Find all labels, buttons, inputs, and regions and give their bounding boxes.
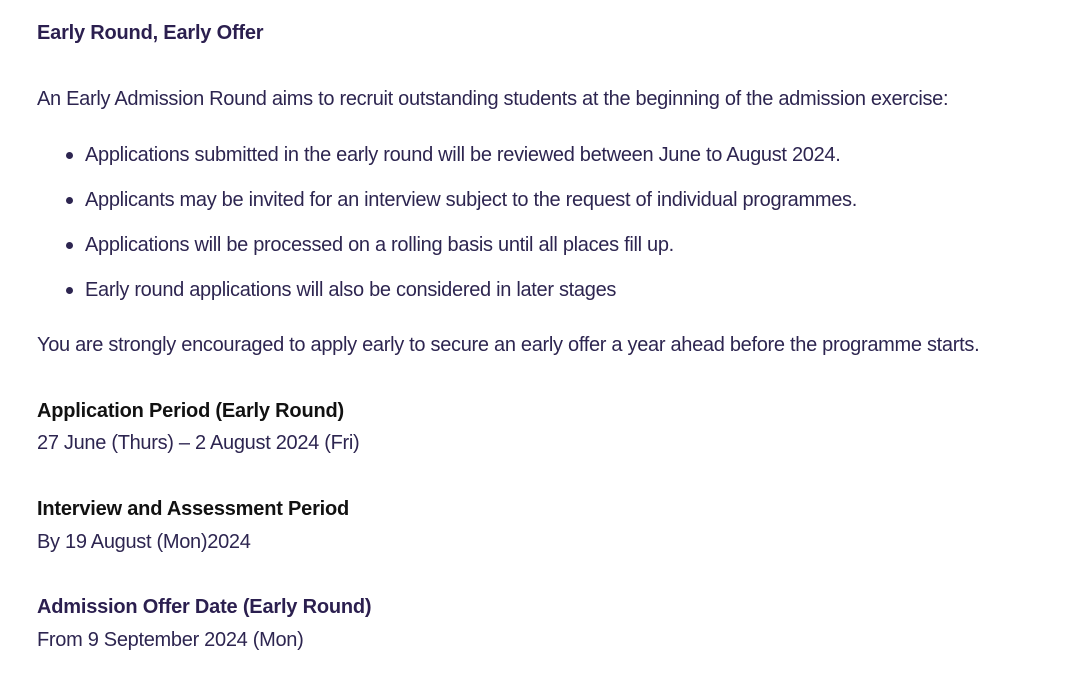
application-period-value: 27 June (Thurs) – 2 August 2024 (Fri) [37,432,360,454]
list-item [37,142,857,187]
interview-period-value: By 19 August (Mon)2024 [37,531,251,553]
offer-date-value: From 9 September 2024 (Mon) [37,629,304,651]
interview-period-title: Interview and Assessment Period [37,498,350,520]
list-item-text: Early round applications will also be considered in later stages [85,279,617,301]
encourage-paragraph: You are strongly encouraged to apply early to secure an early offer a year ahead before the programme starts. [37,334,980,356]
list-item [37,187,857,232]
list-item-text: Applications will be processed on a rolling basis until all places fill up. [85,234,674,256]
bullet-list [37,142,857,322]
offer-date-title: Admission Offer Date (Early Round) [37,596,372,618]
list-item-text: Applications submitted in the early round will be reviewed between June to August 2024. [85,144,841,166]
intro-paragraph: An Early Admission Round aims to recruit outstanding students at the beginning of the admission exercise: [37,88,949,110]
bullet-dot-icon [66,242,73,249]
application-period-title: Application Period (Early Round) [37,400,344,422]
list-item [37,232,857,277]
list-item-text: Applicants may be invited for an interview subject to the request of individual programmes. [85,189,857,211]
page-heading: Early Round, Early Offer [37,22,264,44]
list-item [37,277,857,322]
bullet-dot-icon [66,152,73,159]
bullet-dot-icon [66,197,73,204]
bullet-dot-icon [66,287,73,294]
